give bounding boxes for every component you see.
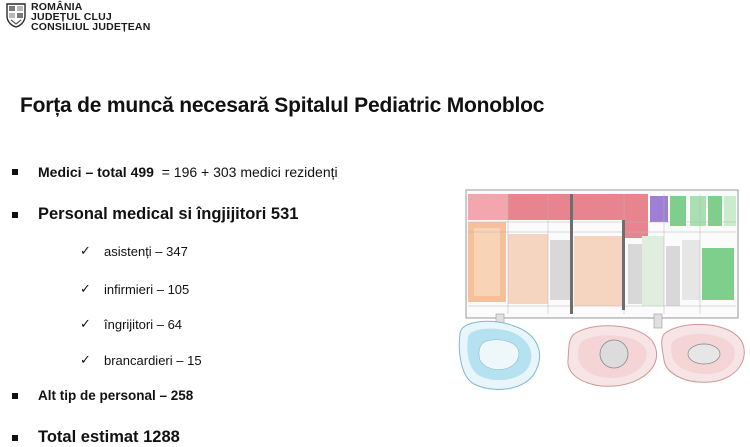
bullet-alt-personal: [12, 388, 193, 403]
bullet-personal-medical: [12, 205, 298, 224]
checkmark-icon: ✓: [80, 353, 91, 368]
total-label: Total estimat 1288: [38, 428, 180, 446]
sub-item-label: asistenți – 347: [104, 244, 188, 259]
square-bullet-icon: [12, 393, 18, 399]
sub-item: [80, 353, 202, 368]
sub-item: [80, 317, 182, 332]
square-bullet-icon: [12, 212, 18, 218]
checkmark-icon: ✓: [80, 244, 91, 259]
sub-item-label: infirmieri – 105: [104, 282, 190, 297]
checkmark-icon: ✓: [80, 317, 91, 332]
square-bullet-icon: [12, 169, 18, 175]
sub-item: [80, 282, 189, 297]
sub-item-label: brancardieri – 15: [104, 353, 202, 368]
square-bullet-icon: [12, 435, 18, 441]
sub-item-label: îngrijitori – 64: [104, 317, 183, 332]
hospital-floor-plan: [454, 184, 750, 446]
header-line-country: ROMÂNIA: [31, 1, 83, 13]
header-logo: [5, 2, 151, 32]
personal-medical-label: Personal medical si îngjijitori 531: [38, 205, 299, 223]
medici-label: Medici – total 499: [38, 164, 154, 180]
bullet-medici: [12, 164, 338, 180]
header-line-county: JUDEȚUL CLUJ: [31, 11, 112, 23]
alt-personal-label: Alt tip de personal – 258: [38, 388, 194, 403]
header-line-council: CONSILIUL JUDEȚEAN: [31, 21, 151, 33]
bullet-total: [12, 428, 180, 447]
slide-title: Forța de muncă necesară Spitalul Pediatric Monobloc: [20, 94, 545, 117]
medici-detail: = 196 + 303 medici rezidenți: [161, 164, 338, 180]
checkmark-icon: ✓: [80, 282, 91, 297]
coat-of-arms-icon: [5, 2, 27, 28]
sub-item: [80, 244, 188, 259]
